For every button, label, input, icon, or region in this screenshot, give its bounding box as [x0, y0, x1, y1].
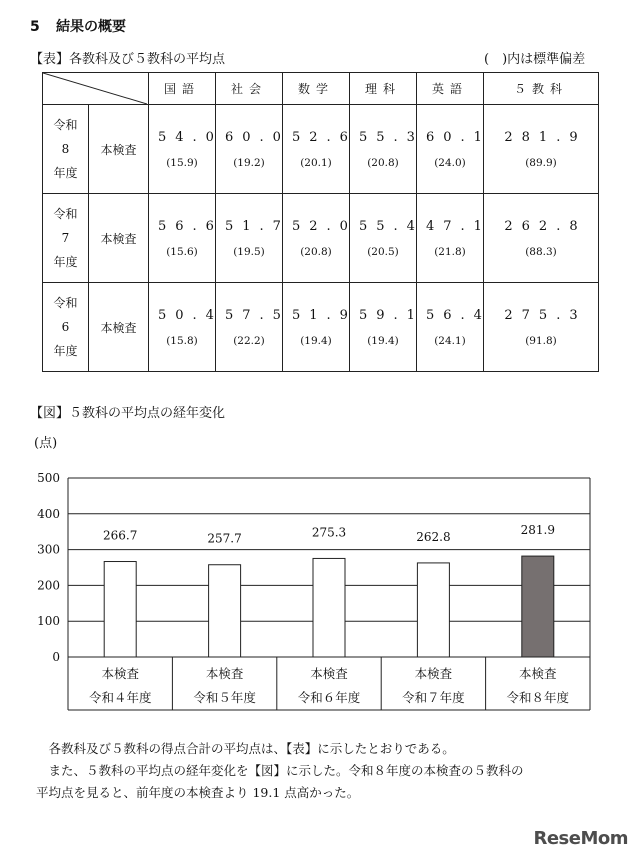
data-label: 257.7 — [207, 531, 242, 546]
score-cell: 56.4 (24.1) — [417, 283, 484, 372]
data-label: 262.8 — [416, 529, 451, 544]
y-tick-label: 400 — [37, 506, 60, 521]
category-label: 本検査 — [519, 666, 557, 681]
data-label: 281.9 — [520, 523, 555, 538]
score-cell: 54.0 (15.9) — [149, 105, 216, 194]
col-header: ５教科 — [484, 73, 599, 105]
score-cell: 56.6 (15.6) — [149, 194, 216, 283]
table-caption: 【表】各教科及び５教科の平均点 — [30, 52, 226, 67]
col-header: 数学 — [283, 73, 350, 105]
summary-paragraph — [36, 738, 616, 804]
section-heading — [30, 16, 126, 36]
category-label: 本検査 — [101, 666, 139, 681]
score-cell: 51.9 (19.4) — [283, 283, 350, 372]
paragraph-line: また、５教科の平均点の経年変化を【図】に示した。令和８年度の本検査の５教科の — [36, 763, 524, 778]
diagonal-line — [43, 73, 147, 104]
paragraph-line: 平均点を見ると、前年度の本検査より 19.1 点高かった。 — [36, 785, 360, 800]
table-row — [43, 105, 599, 194]
score-cell: 50.4 (15.8) — [149, 283, 216, 372]
y-tick-label: 0 — [52, 650, 60, 664]
score-cell: 52.6 (20.1) — [283, 105, 350, 194]
col-header: 理科 — [350, 73, 417, 105]
bar — [313, 558, 345, 657]
paragraph-line: 各教科及び５教科の得点合計の平均点は、【表】に示したとおりである。 — [36, 741, 455, 756]
score-cell: 275.3 (91.8) — [484, 283, 599, 372]
score-cell: 262.8 (88.3) — [484, 194, 599, 283]
table-row — [43, 194, 599, 283]
row-label: 本検査 — [89, 283, 149, 372]
score-cell: 52.0 (20.8) — [283, 194, 350, 283]
row-label: 本検査 — [89, 194, 149, 283]
y-tick-label: 200 — [37, 578, 60, 593]
data-label: 266.7 — [103, 528, 138, 543]
results-table — [42, 72, 599, 372]
category-sublabel: 令和７年度 — [402, 690, 465, 705]
category-label: 本検査 — [205, 666, 244, 681]
year-cell: 令和 6 年度 — [43, 283, 89, 372]
category-sublabel: 令和４年度 — [88, 690, 152, 705]
y-tick-label: 300 — [37, 542, 60, 557]
y-tick-label: 500 — [37, 471, 60, 485]
score-cell: 281.9 (89.9) — [484, 105, 599, 194]
category-sublabel: 令和５年度 — [193, 690, 256, 705]
row-label: 本検査 — [89, 105, 149, 194]
section-title: 結果の概要 — [56, 19, 126, 35]
resemom-logo: ReseMom — [533, 828, 628, 849]
col-header: 社会 — [216, 73, 283, 105]
category-sublabel: 令和６年度 — [297, 690, 361, 705]
category-label: 本検査 — [310, 666, 348, 681]
diagonal-corner-cell — [43, 73, 149, 105]
score-cell: 51.7 (19.5) — [216, 194, 283, 283]
score-cell: 55.3 (20.8) — [350, 105, 417, 194]
bar — [209, 565, 241, 657]
table-header-row — [43, 73, 599, 105]
chart-unit-label: (点) — [34, 436, 58, 451]
score-cell: 60.0 (19.2) — [216, 105, 283, 194]
section-number: 5 — [30, 19, 40, 35]
year-cell: 令和 8 年度 — [43, 105, 89, 194]
score-cell: 47.1 (21.8) — [417, 194, 484, 283]
score-cell: 55.4 (20.5) — [350, 194, 417, 283]
data-label: 275.3 — [311, 525, 347, 540]
col-header: 国語 — [149, 73, 216, 105]
figure-caption: 【図】５教科の平均点の経年変化 — [30, 406, 226, 421]
bar — [522, 556, 554, 657]
table-row — [43, 283, 599, 372]
category-sublabel: 令和８年度 — [506, 690, 570, 705]
score-cell: 59.1 (19.4) — [350, 283, 417, 372]
col-header: 英語 — [417, 73, 484, 105]
score-cell: 60.1 (24.0) — [417, 105, 484, 194]
score-cell: 57.5 (22.2) — [216, 283, 283, 372]
bar-chart — [0, 460, 640, 720]
category-label: 本検査 — [414, 666, 453, 681]
bar — [417, 563, 449, 657]
table-note: ( )内は標準偏差 — [484, 52, 586, 67]
y-tick-label: 100 — [37, 614, 60, 629]
bar — [104, 562, 136, 657]
year-cell: 令和 7 年度 — [43, 194, 89, 283]
